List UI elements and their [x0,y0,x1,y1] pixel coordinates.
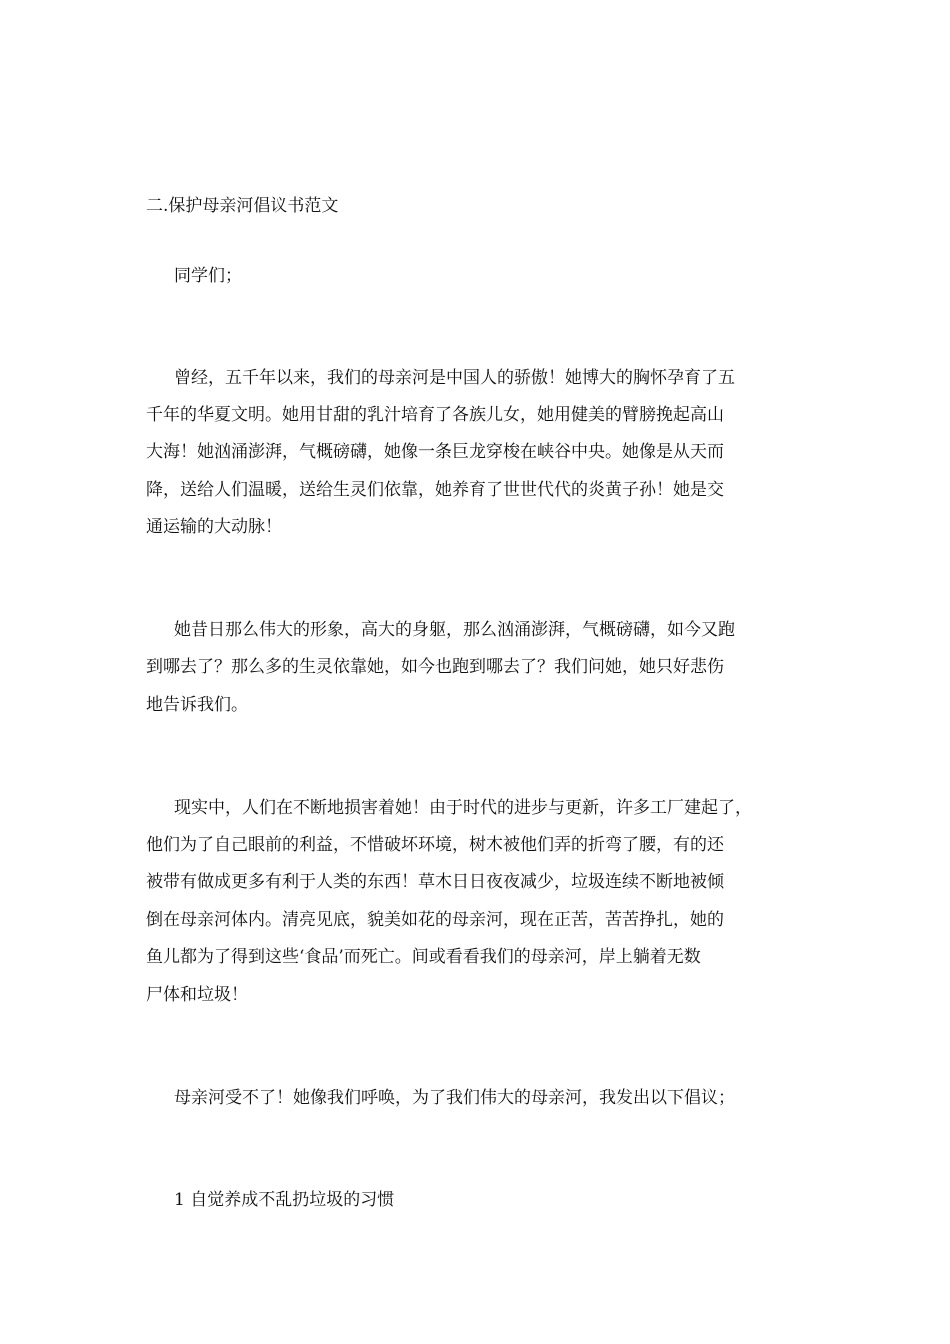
paragraph-line: 曾经，五千年以来，我们的母亲河是中国人的骄傲！她博大的胸怀孕育了五 [174,368,735,388]
paragraph-line: 被带有做成更多有利于人类的东西！草木日日夜夜减少，垃圾连续不断地被倾 [146,872,724,892]
paragraph-line: 通运输的大动脉！ [146,517,282,537]
paragraph-line: 鱼儿都为了得到这些‘食品’而死亡。间或看看我们的母亲河，岸上躺着无数 [146,947,701,967]
paragraph-line: 母亲河受不了！她像我们呼唤，为了我们伟大的母亲河，我发出以下倡议； [174,1088,735,1108]
document-title: 二.保护母亲河倡议书范文 [146,196,339,216]
paragraph-line: 到哪去了？那么多的生灵依靠她，如今也跑到哪去了？我们问她，她只好悲伤 [146,657,724,677]
paragraph-line: 降，送给人们温暖，送给生灵们依靠，她养育了世世代代的炎黄子孙！她是交 [146,480,724,500]
paragraph-line: 大海！她汹涌澎湃，气概磅礴，她像一条巨龙穿梭在峡谷中央。她像是从天而 [146,442,724,462]
paragraph-line: 他们为了自己眼前的利益，不惜破坏环境，树木被他们弄的折弯了腰，有的还 [146,835,724,855]
paragraph-line: 千年的华夏文明。她用甘甜的乳汁培育了各族儿女，她用健美的臂膀挽起高山 [146,405,724,425]
salutation: 同学们； [174,266,242,286]
list-item: 1 自觉养成不乱扔垃圾的习惯 [174,1190,395,1210]
paragraph-line: 现实中，人们在不断地损害着她！由于时代的进步与更新，许多工厂建起了， [174,798,752,818]
paragraph-line: 她昔日那么伟大的形象，高大的身躯，那么汹涌澎湃，气概磅礴，如今又跑 [174,620,735,640]
paragraph-line: 尸体和垃圾！ [146,985,248,1005]
paragraph-line: 倒在母亲河体内。清亮见底，貌美如花的母亲河，现在正苦，苦苦挣扎，她的 [146,910,724,930]
paragraph-line: 地告诉我们。 [146,695,248,715]
